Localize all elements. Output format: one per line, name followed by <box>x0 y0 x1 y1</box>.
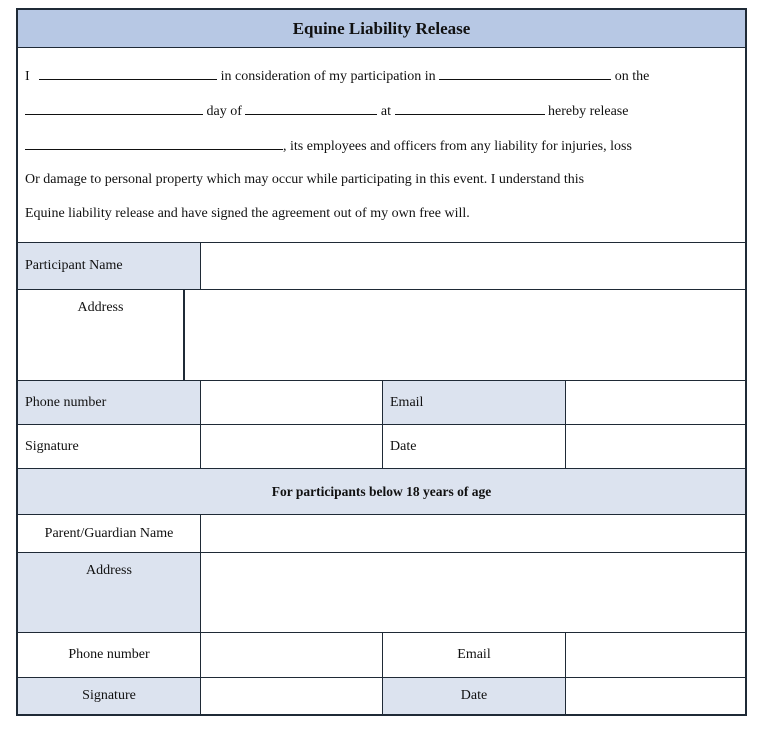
participant-phone-label: Phone number <box>18 381 200 424</box>
release-line-4: Or damage to personal property which may occur while participating in this event. I understand this <box>25 172 585 187</box>
guardian-name-field[interactable] <box>201 515 745 552</box>
release-text: at <box>380 104 391 119</box>
location-blank[interactable] <box>395 101 545 115</box>
guardian-date-field[interactable] <box>566 678 745 714</box>
guardian-email-field[interactable] <box>566 633 745 677</box>
organization-blank[interactable] <box>25 136 283 150</box>
release-line-5: Equine liability release and have signed the agreement out of my own free will. <box>25 206 470 221</box>
month-blank[interactable] <box>245 101 377 115</box>
participant-name-field[interactable] <box>201 243 745 289</box>
guardian-email-label: Email <box>457 647 491 662</box>
participant-name-blank[interactable] <box>39 66 217 80</box>
release-line-2 <box>25 101 628 121</box>
participant-email-field[interactable] <box>566 381 745 424</box>
guardian-name-label: Parent/Guardian Name <box>44 525 174 541</box>
guardian-signature-field[interactable] <box>201 678 382 714</box>
guardian-address-field[interactable] <box>201 553 745 632</box>
guardian-date-label: Date <box>383 678 565 714</box>
release-text: hereby release <box>548 104 629 119</box>
release-line-3 <box>25 136 632 156</box>
participant-email-label: Email <box>383 381 565 424</box>
guardian-address-label: Address <box>18 553 200 632</box>
liability-release-form <box>16 8 747 716</box>
release-text: day of <box>206 104 242 119</box>
participant-date-field[interactable] <box>566 425 745 468</box>
release-text: I <box>25 69 30 84</box>
participant-address-label: Address <box>77 300 124 315</box>
form-title: Equine Liability Release <box>18 10 745 48</box>
participant-signature-label: Signature <box>25 438 79 454</box>
release-text: on the <box>614 69 650 84</box>
guardian-phone-field[interactable] <box>201 633 382 677</box>
minor-section-header: For participants below 18 years of age <box>18 469 745 514</box>
release-text: in consideration of my participation in <box>220 69 436 84</box>
day-blank[interactable] <box>25 101 203 115</box>
event-blank[interactable] <box>439 66 611 80</box>
release-line-1 <box>25 66 649 86</box>
participant-address-field[interactable] <box>185 290 745 380</box>
participant-name-label: Participant Name <box>18 243 200 289</box>
participant-date-label: Date <box>390 438 417 454</box>
guardian-phone-label: Phone number <box>68 647 150 662</box>
guardian-signature-label: Signature <box>18 678 200 714</box>
release-text: , its employees and officers from any liability for injuries, loss <box>283 139 632 154</box>
participant-signature-field[interactable] <box>201 425 382 468</box>
participant-phone-field[interactable] <box>201 381 382 424</box>
